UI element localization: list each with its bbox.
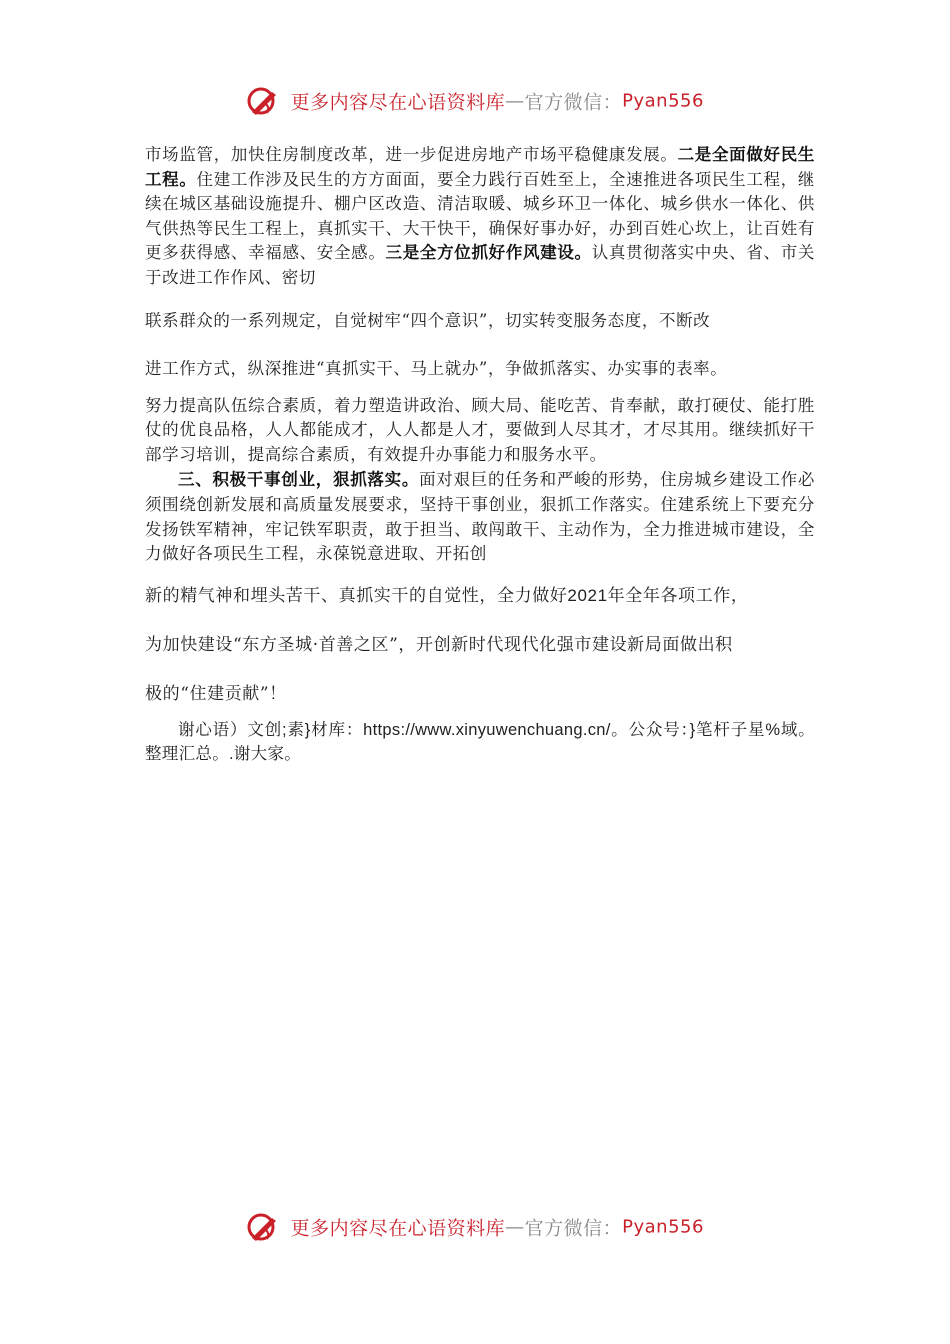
closing-text-1: 谢心语）文创;素}材库： [178, 720, 364, 739]
footer-channel-label: 官方微信： [524, 1217, 623, 1240]
p1-text-2: 住建工作涉及民生的方方面面，要全力践行百姓至上，全速推进各项民生工程，继续在城区基础设施提升、棚户区改造、清洁取暖、城乡环卫一体化、城乡供水一体化、供气供热等民生工程上，真抓实干、大干快干，确保好事办好，办到百姓心坎上，让百姓有更多获得感、幸福感、安全感。 [145, 169, 815, 263]
header-brand-text: 更多内容尽在心语资料库 [290, 91, 506, 114]
line-a: 联系群众的一系列规定，自觉树牢“四个意识”，切实转变服务态度，不断改 [145, 310, 711, 330]
footer-wechat-id: Pyan556 [622, 1216, 704, 1238]
closing-paragraph [145, 718, 815, 767]
header-channel-label: 官方微信： [524, 91, 623, 114]
p1-text-1: 市场监管，加快住房制度改革，进一步促进房地产市场平稳健康发展。 [145, 145, 678, 164]
pen-logo-icon [246, 86, 280, 116]
footer-dash: — [505, 1216, 525, 1238]
line-d: 为加快建设“东方圣城·首善之区”，开创新时代现代化强市建设新局面做出积 [145, 634, 733, 655]
paragraph-section-three [145, 468, 815, 566]
footer-banner [0, 1212, 950, 1242]
line-c-text-1: 新的精气神和埋头苦干、真抓实干的自觉性，全力做好 [145, 585, 568, 606]
line-b: 进工作方式，纵深推进“真抓实干、马上就办”，争做抓落实、办实事的表率。 [145, 358, 728, 378]
paragraph-livelihood [145, 143, 815, 291]
p1-text-3: 认真贯彻落实中央、省、市关于改进工作作风、密切 [145, 243, 815, 287]
paragraph-team: 努力提高队伍综合素质，着力塑造讲政治、顾大局、能吃苦、肯奉献，敢打硬仗、能打胜仗的优良品格，人人都能成才，人人都是人才，要做到人尽其才，才尽其用。继续抓好干部学习培训，提高综合素质，有效提升办事能力和服务水平。 [145, 395, 815, 464]
line-c [145, 581, 815, 606]
header-banner [0, 86, 950, 116]
header-wechat-id: Pyan556 [622, 90, 704, 112]
line-c-year: 2021 [567, 585, 608, 605]
section-three-heading: 三、积极干事创业，狠抓落实。 [178, 470, 420, 490]
p1-bold-2: 三是全方位抓好作风建设。 [385, 243, 592, 263]
header-dash: — [505, 90, 525, 112]
pen-logo-icon [246, 1212, 280, 1242]
line-e: 极的“住建贡献”！ [145, 683, 287, 704]
closing-text-2: 。公众号：}笔杆子星%域。整理汇总。.谢大家。 [145, 720, 815, 764]
document-body [145, 143, 815, 767]
p1-bold-1: 二是全面做好民生工程。 [145, 145, 815, 189]
footer-brand-text: 更多内容尽在心语资料库 [290, 1217, 506, 1240]
closing-url: https://www.xinyuwenchuang.cn/ [363, 720, 611, 739]
section-three-text: 面对艰巨的任务和严峻的形势，住房城乡建设工作必须围绕创新发展和高质量发展要求，坚持干事创业，狠抓工作落实。住建系统上下要充分发扬铁军精神，牢记铁军职责，敢于担当、敢闯敢干、主动作为，全力推进城市建设，全力做好各项民生工程，永葆锐意进取、开拓创 [145, 470, 815, 564]
line-c-text-2: 年全年各项工作， [607, 585, 749, 606]
